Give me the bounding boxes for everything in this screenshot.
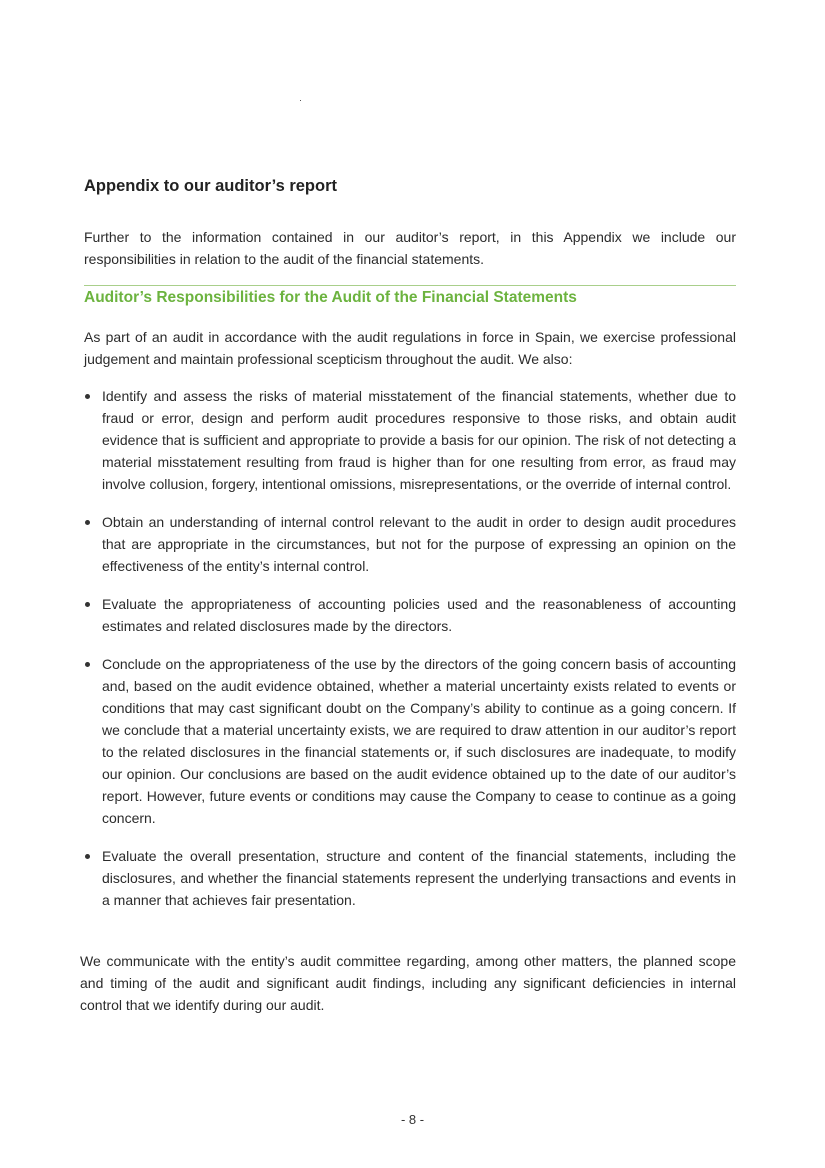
list-item <box>80 845 736 911</box>
list-item <box>80 593 736 637</box>
list-item <box>80 385 736 495</box>
bullet-icon <box>85 602 90 607</box>
list-item-text: Conclude on the appropriateness of the use by the directors of the going concern basis of accounting and, based on the audit evidence obtained, whether a material uncertainty exists related to events or conditions that may cast significant doubt on the Company’s ability to continue as a going concern. If we conclude that a material uncertainty exists, we are required to draw attention in our auditor’s report to the related disclosures in the financial statements or, if such disclosures are inadequate, to modify our opinion. Our conclusions are based on the audit evidence obtained up to the date of our auditor’s report. However, future events or conditions may cause the Company to cease to continue as a going concern. <box>102 656 736 826</box>
responsibilities-lead: As part of an audit in accordance with the audit regulations in force in Spain, we exercise professional judgement and maintain professional scepticism throughout the audit. We also: <box>84 329 736 367</box>
bullet-icon <box>85 394 90 399</box>
list-item-text: Identify and assess the risks of material misstatement of the financial statements, whether due to fraud or error, design and perform audit procedures responsive to those risks, and obtain audit evidence that is sufficient and appropriate to provide a basis for our opinion. The risk of not detecting a material misstatement resulting from fraud is higher than for one resulting from error, as fraud may involve collusion, forgery, intentional omissions, misrepresentations, or the override of internal control. <box>102 388 736 492</box>
page-number: - 8 - <box>400 1112 425 1127</box>
bullet-icon <box>85 854 90 859</box>
bullet-icon <box>85 662 90 667</box>
list-item-text: Obtain an understanding of internal control relevant to the audit in order to design audit procedures that are appropriate in the circumstances, but not for the purpose of expressing an opinion on the effectiveness of the entity’s internal control. <box>102 514 736 574</box>
list-item-text: Evaluate the appropriateness of accounting policies used and the reasonableness of accounting estimates and related disclosures made by the directors. <box>102 596 736 634</box>
closing-paragraph: We communicate with the entity’s audit committee regarding, among other matters, the planned scope and timing of the audit and significant audit findings, including any significant deficiencies in internal control that we identify during our audit. <box>80 953 736 1013</box>
scan-speck <box>300 100 301 101</box>
bullet-icon <box>85 520 90 525</box>
responsibilities-heading: Auditor’s Responsibilities for the Audit of the Financial Statements <box>84 289 577 306</box>
appendix-title: Appendix to our auditor’s report <box>84 177 338 195</box>
appendix-intro: Further to the information contained in our auditor’s report, in this Appendix we include our responsibilities in relation to the audit of the financial statements. <box>84 229 736 267</box>
list-item-text: Evaluate the overall presentation, structure and content of the financial statements, including the disclosures, and whether the financial statements represent the underlying transactions and events in a manner that achieves fair presentation. <box>102 848 736 908</box>
list-item <box>80 653 736 829</box>
list-item <box>80 511 736 577</box>
responsibilities-list <box>80 385 736 927</box>
section-divider <box>84 285 736 286</box>
